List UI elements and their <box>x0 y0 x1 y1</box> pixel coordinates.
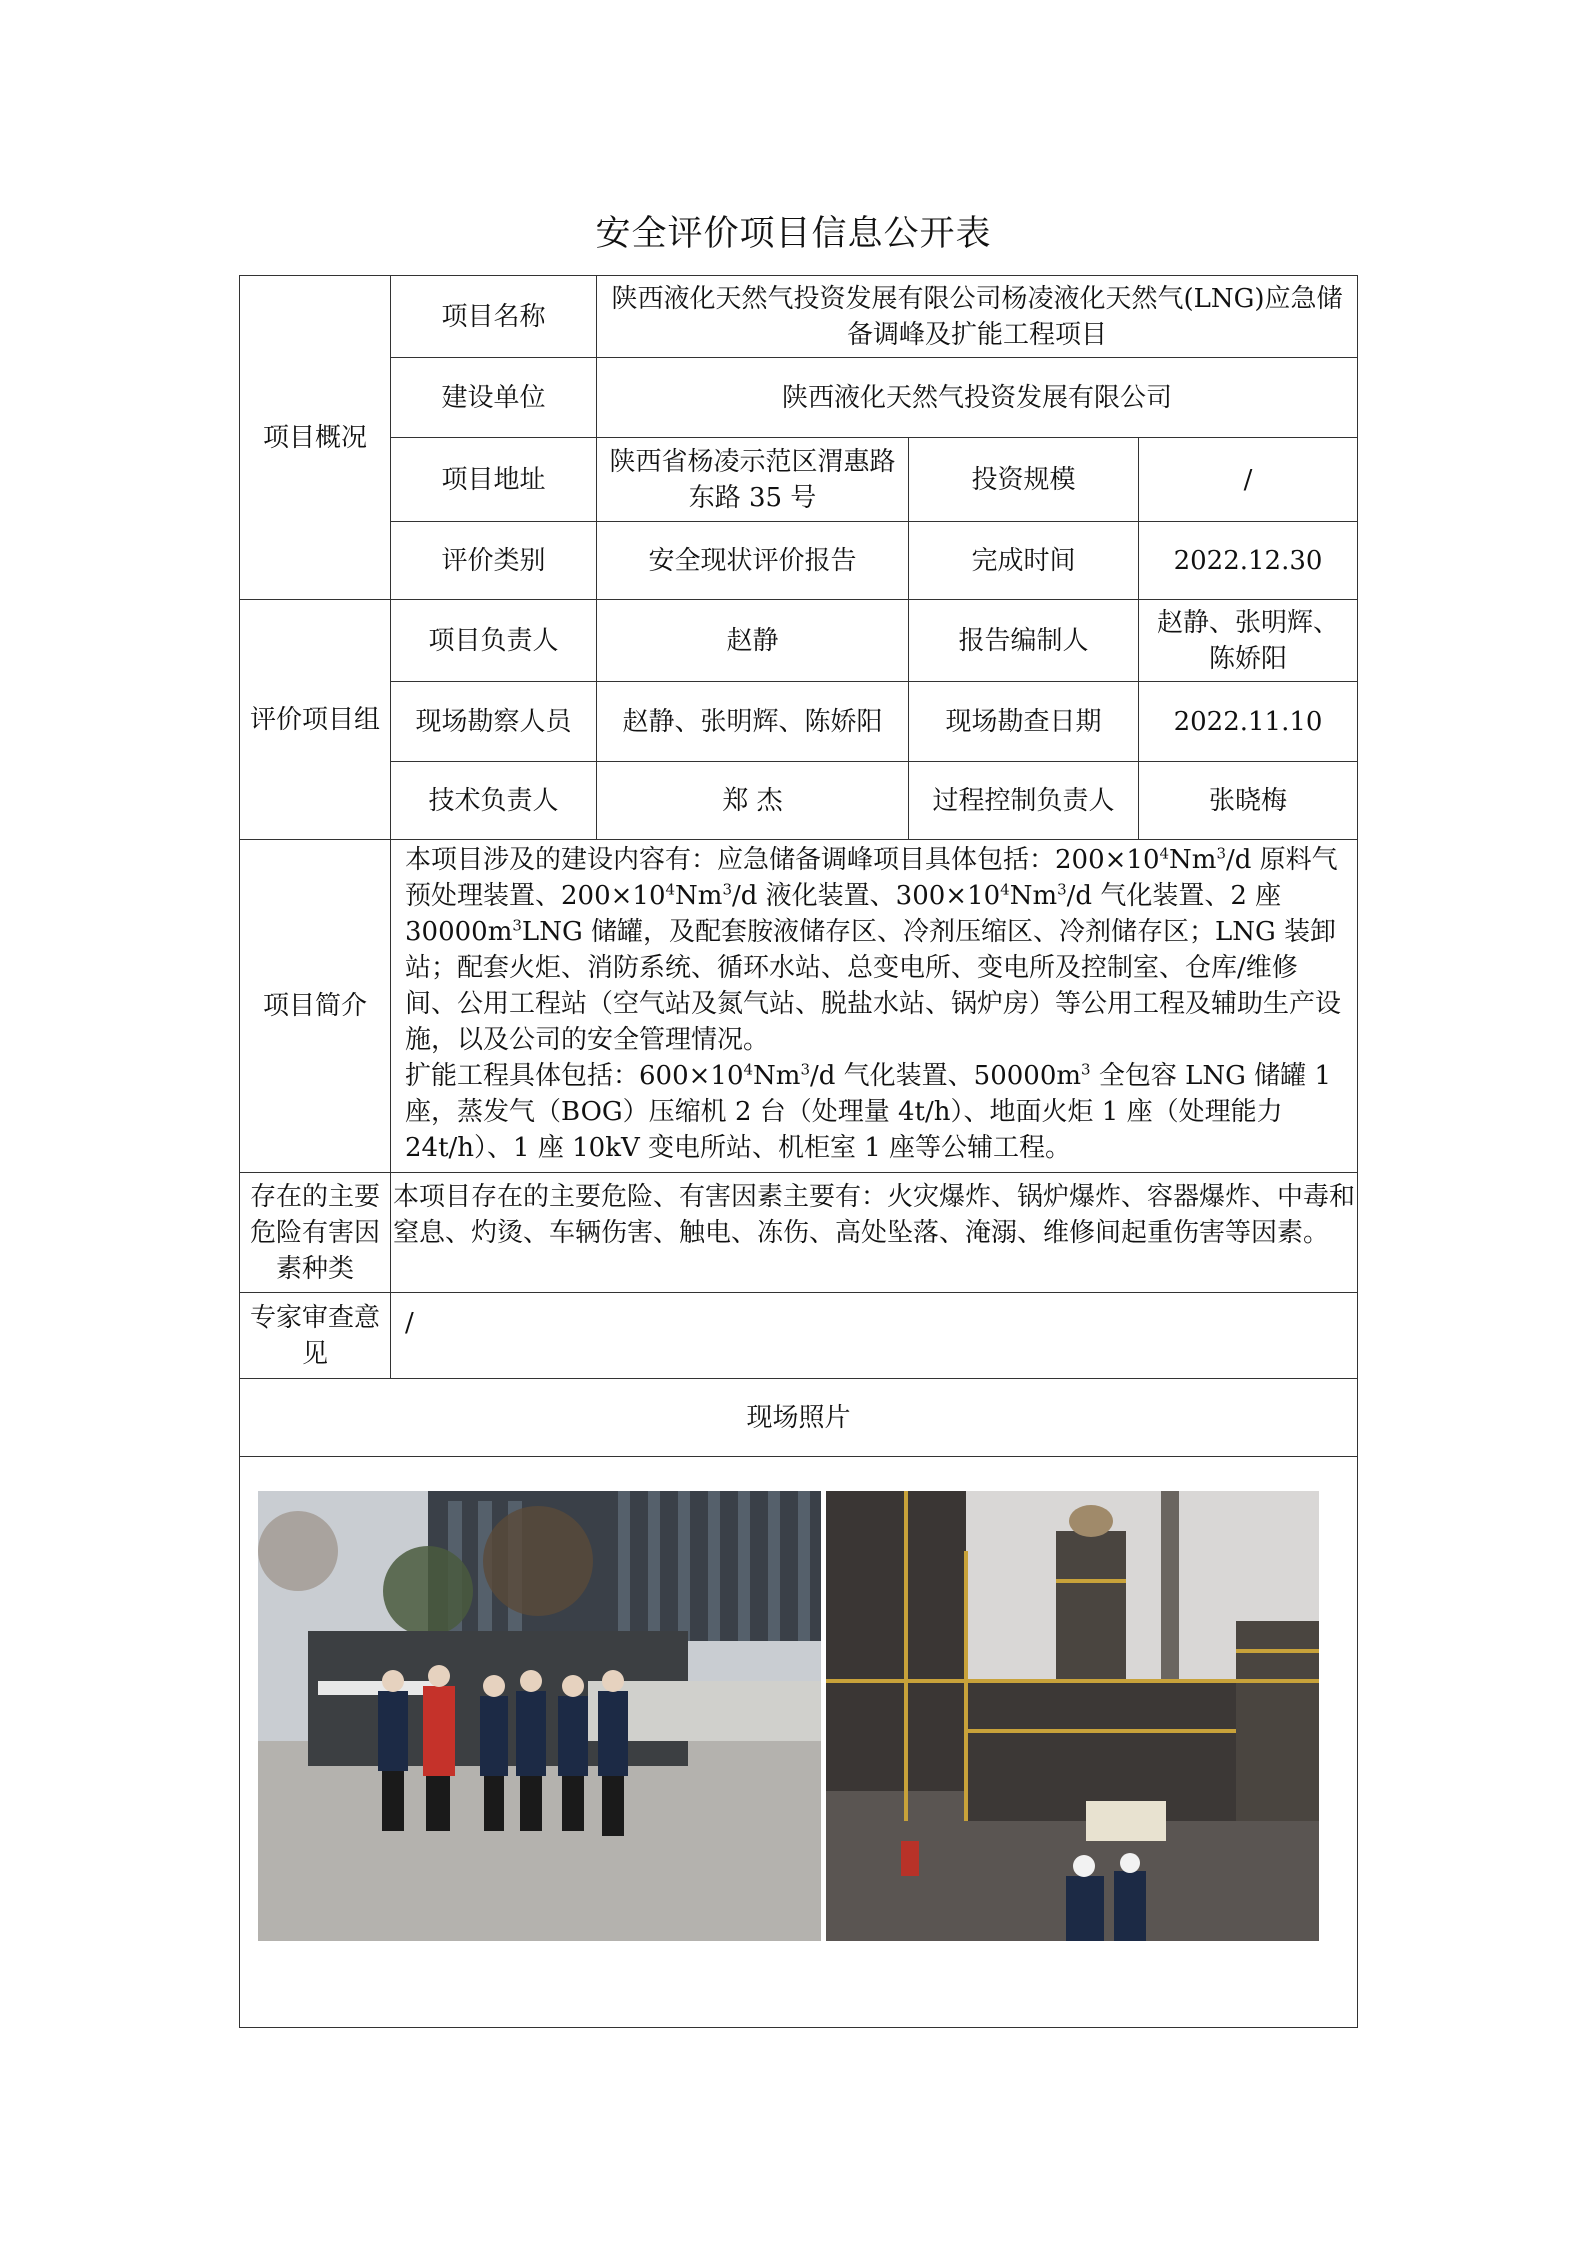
author-value: 赵静、张明辉、陈娇阳 <box>1139 600 1358 682</box>
finish-value: 2022.12.30 <box>1139 522 1358 600</box>
survey-date-value: 2022.11.10 <box>1139 682 1358 762</box>
survey-label: 现场勘察人员 <box>391 682 597 762</box>
process-label: 过程控制负责人 <box>909 762 1139 840</box>
expert-label: 专家审查意见 <box>240 1293 391 1379</box>
photos-label: 现场照片 <box>240 1379 1358 1457</box>
photos-cell <box>240 1457 1358 2028</box>
author-label: 报告编制人 <box>909 600 1139 682</box>
info-table <box>239 275 1358 2028</box>
builder-value: 陕西液化天然气投资发展有限公司 <box>597 358 1358 438</box>
summary-label: 项目简介 <box>240 840 391 1173</box>
team-section-label: 评价项目组 <box>240 600 391 840</box>
category-label: 评价类别 <box>391 522 597 600</box>
tech-label: 技术负责人 <box>391 762 597 840</box>
address-value: 陕西省杨凌示范区渭惠路东路 35 号 <box>597 438 909 522</box>
finish-label: 完成时间 <box>909 522 1139 600</box>
site-photo-team <box>258 1491 821 1941</box>
summary-paragraph-2: 扩能工程具体包括：$600\times 10^4Nm^3/d$ 气化装置、$50000m^3$ 全包容 LNG 储罐 1 座，蒸发气（BOG）压缩机 2 台（处理量 4t/h）、地面火炬 1 座（处理能力 24t/h）、1 座 10kV 变电所站、机柜室 1 座等公辅工程。 <box>405 1060 1331 1163</box>
leader-label: 项目负责人 <box>391 600 597 682</box>
name-value: 陕西液化天然气投资发展有限公司杨凌液化天然气(LNG)应急储备调峰及扩能工程项目 <box>597 276 1358 358</box>
invest-value: / <box>1139 438 1358 522</box>
summary-paragraph-1: 本项目涉及的建设内容有：应急储备调峰项目具体包括：$200\times 10^4Nm^3/d$ 原料气预处理装置、$200\times 10^4Nm^3/d$ 液化装置、$300\times 10^4Nm^3/d$ 气化装置、2 座 $30000m^3LNG$ 储罐，及配套胺液储存区、冷剂压缩区、冷剂储存区；LNG 装卸站；配套火炬、消防系统、循环水站、总变电所、变电所及控制室、仓库/维修间、公用工程站（空气站及氮气站、脱盐水站、锅炉房）等公用工程及辅助生产设施，以及公司的安全管理情况。 <box>405 844 1342 1055</box>
leader-value: 赵静 <box>597 600 909 682</box>
survey-value: 赵静、张明辉、陈娇阳 <box>597 682 909 762</box>
hazards-label: 存在的主要危险有害因素种类 <box>240 1173 391 1293</box>
invest-label: 投资规模 <box>909 438 1139 522</box>
overview-section-label: 项目概况 <box>240 276 391 600</box>
summary-value <box>391 840 1358 1173</box>
survey-date-label: 现场勘查日期 <box>909 682 1139 762</box>
process-value: 张晓梅 <box>1139 762 1358 840</box>
builder-label: 建设单位 <box>391 358 597 438</box>
address-label: 项目地址 <box>391 438 597 522</box>
expert-value: / <box>391 1293 1358 1379</box>
tech-value: 郑 杰 <box>597 762 909 840</box>
category-value: 安全现状评价报告 <box>597 522 909 600</box>
page-title: 安全评价项目信息公开表 <box>595 214 992 254</box>
site-photo-plant <box>826 1491 1319 1941</box>
name-label: 项目名称 <box>391 276 597 358</box>
hazards-value: 本项目存在的主要危险、有害因素主要有：火灾爆炸、锅炉爆炸、容器爆炸、中毒和窒息、灼烫、车辆伤害、触电、冻伤、高处坠落、淹溺、维修间起重伤害等因素。 <box>391 1173 1358 1293</box>
